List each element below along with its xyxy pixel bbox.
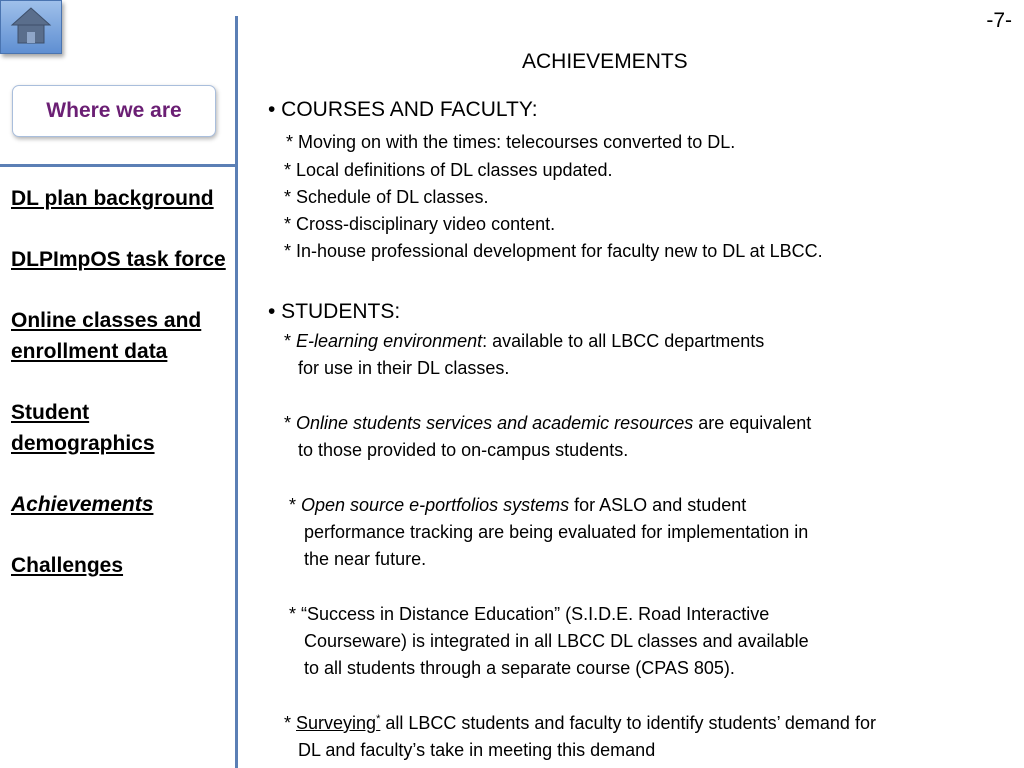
eportfolio-text: for ASLO and student	[569, 495, 747, 515]
surveying-text: all LBCC students and faculty to identify students’ demand for	[380, 713, 876, 733]
nav-item-dl-plan-background[interactable]: DL plan background	[11, 187, 214, 210]
star-marker: *	[284, 413, 297, 433]
student-item-services	[284, 412, 811, 434]
home-icon	[10, 5, 52, 47]
star-marker: *	[284, 331, 297, 351]
page-number: -7-	[986, 9, 1012, 32]
student-item-surveying	[284, 712, 876, 734]
course-item: * Moving on with the times: telecourses converted to DL.	[286, 132, 736, 152]
eportfolio-term: Open source e-portfolios systems	[301, 495, 570, 515]
student-item-elearning	[284, 330, 764, 352]
services-text: are equivalent	[693, 413, 812, 433]
nav-item-achievements[interactable]: Achievements	[11, 493, 154, 516]
star-marker: *	[284, 713, 297, 733]
student-item-eportfolio-cont: performance tracking are being evaluated for implementation in	[304, 522, 809, 542]
student-item-elearning-cont: for use in their DL classes.	[298, 358, 510, 378]
nav-item-challenges[interactable]: Challenges	[11, 554, 124, 577]
where-we-are-label: Where we are	[46, 99, 182, 122]
services-term: Online students services and academic resources	[296, 413, 694, 433]
courses-heading: • COURSES AND FACULTY:	[268, 98, 538, 121]
sidebar-nav	[11, 183, 233, 611]
where-we-are-button[interactable]	[12, 85, 216, 137]
horizontal-divider	[0, 164, 238, 167]
nav-item-online-classes[interactable]: Online classes and enrollment data	[11, 309, 202, 363]
elearning-term: E-learning environment	[296, 331, 483, 351]
page-title: ACHIEVEMENTS	[522, 50, 688, 73]
students-heading: • STUDENTS:	[268, 300, 401, 323]
elearning-text: : available to all LBCC departments	[482, 331, 765, 351]
student-item-side-road: * “Success in Distance Education” (S.I.D.E. Road Interactive	[289, 604, 770, 624]
student-item-eportfolio-cont: the near future.	[304, 549, 427, 569]
course-item: * Local definitions of DL classes updated.	[284, 160, 613, 180]
home-button[interactable]	[0, 0, 62, 54]
surveying-link[interactable]: Surveying*	[296, 713, 381, 733]
course-item: * Cross-disciplinary video content.	[284, 214, 556, 234]
footnote-marker: *	[376, 713, 381, 725]
student-item-side-road-cont: to all students through a separate course (CPAS 805).	[304, 658, 735, 678]
student-item-eportfolio	[289, 494, 746, 516]
course-item: * Schedule of DL classes.	[284, 187, 489, 207]
student-item-surveying-cont: DL and faculty’s take in meeting this demand	[298, 740, 656, 760]
student-item-services-cont: to those provided to on-campus students.	[298, 440, 629, 460]
course-item: * In-house professional development for faculty new to DL at LBCC.	[284, 241, 823, 261]
student-item-side-road-cont: Courseware) is integrated in all LBCC DL classes and available	[304, 631, 809, 651]
vertical-divider	[235, 16, 238, 768]
star-marker: *	[289, 495, 302, 515]
nav-item-student-demographics[interactable]: Student demographics	[11, 401, 155, 455]
nav-item-dlpimpos-task-force[interactable]: DLPImpOS task force	[11, 248, 226, 271]
